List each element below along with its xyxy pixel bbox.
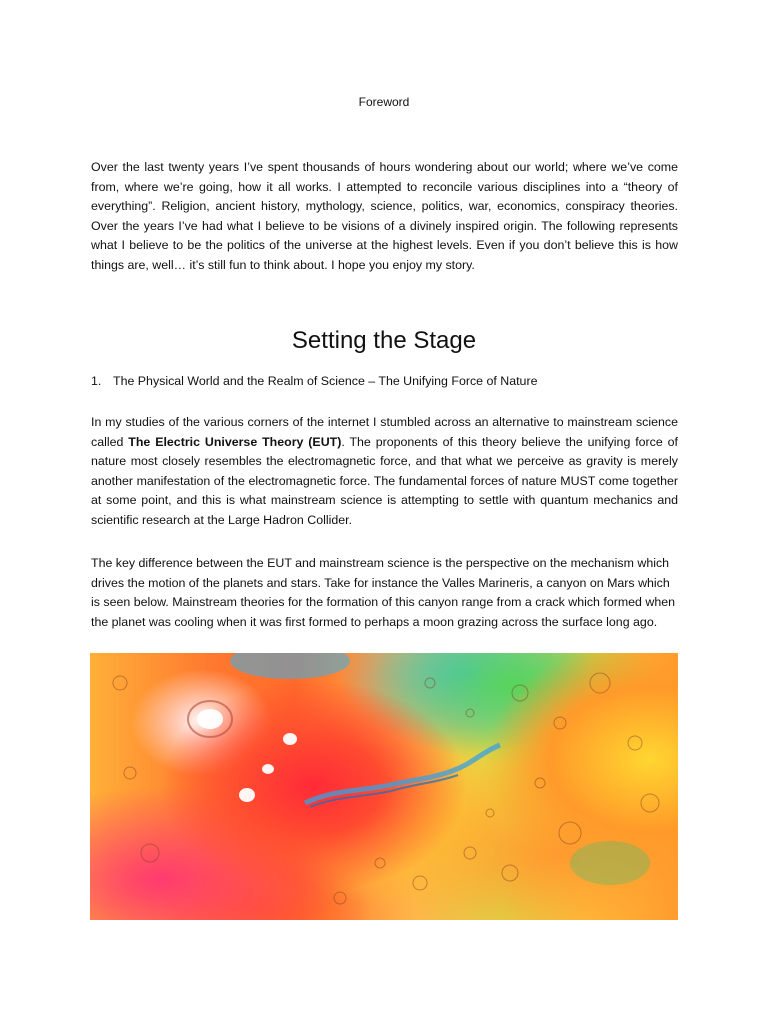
valles-paragraph: The key difference between the EUT and mainstream science is the perspective on the mechanism which drives the motion of the planets and stars. Take for instance the Valles Marineris, a canyon on Mars which is seen below. Mainstream theories for the formation of this canyon range from a crack which formed when the planet was cooling when it was first formed to perhaps a moon grazing across the surface long ago. (91, 556, 676, 629)
eut-paragraph-part1: In my studies of the various corners of the internet I stumbled across an alternative to mainstream science called (91, 415, 678, 449)
volcano-peak-3 (239, 788, 255, 802)
valles-marineris-canyon (305, 745, 500, 803)
eut-paragraph-part2: . The proponents of this theory believe the unifying force of nature most closely resembles the electromagnetic force, and that what we perceive as gravity is merely another manifestation of the electromagnetic force. The fundamental forces of nature MUST come together at some point, and this is what mainstream science is attempting to settle with quantum mechanics and scientific research at the Large Hadron Collider. (91, 434, 678, 527)
volcano-peak-2 (262, 764, 274, 774)
volcano-peak-1 (283, 733, 297, 745)
section-title: Setting the Stage (291, 327, 477, 354)
mars-topographic-image (90, 653, 678, 920)
subheading-text: The Physical World and the Realm of Science – The Unifying Force of Nature (113, 374, 538, 388)
foreword-title: Foreword (358, 95, 410, 109)
eut-paragraph-bold: The Electric Universe Theory (EUT) (128, 434, 342, 449)
mars-terrain-overlay (90, 653, 678, 920)
green-basin (570, 841, 650, 885)
northern-lowlands (230, 653, 350, 679)
subheading-number: 1. (91, 374, 102, 388)
olympus-mons-peak (197, 709, 223, 729)
foreword-paragraph: Over the last twenty years I’ve spent thousands of hours wondering about our world; where we’ve come from, where we’re going, how it all works. I attempted to reconcile various disciplines into a “theory of everything”. Religion, ancient history, mythology, science, politics, war, economics, conspiracy theories. Over the years I’ve had what I believe to be visions of a divinely inspired origin. The following represents what I believe to be the politics of the universe at the highest levels. Even if you don’t believe this is how things are, well… it’s still fun to think about. I hope you enjoy my story. (91, 160, 678, 272)
eut-paragraph (91, 413, 678, 531)
valles-marineris-floor (310, 775, 458, 807)
subheading (91, 372, 691, 391)
